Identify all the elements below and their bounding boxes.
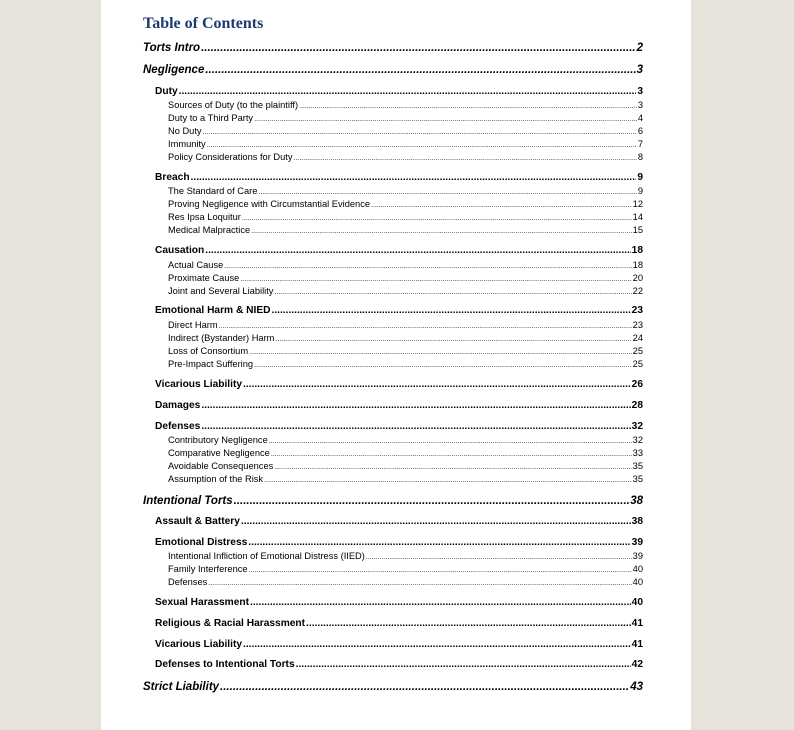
toc-entry-label: Assumption of the Risk bbox=[168, 474, 264, 484]
toc-entry-label: Vicarious Liability bbox=[155, 639, 243, 650]
toc-title: Table of Contents bbox=[143, 15, 264, 32]
toc-entry[interactable] bbox=[155, 400, 643, 411]
toc-entry[interactable] bbox=[168, 260, 643, 270]
toc-entry[interactable] bbox=[155, 516, 643, 527]
toc-leader-dots bbox=[241, 516, 631, 527]
toc-entry-label: No Duty bbox=[168, 126, 202, 136]
toc-entry-page: 9 bbox=[637, 172, 643, 183]
toc-entry-page: 6 bbox=[637, 126, 643, 136]
toc-entry-page: 40 bbox=[632, 564, 643, 574]
toc-entry-page: 28 bbox=[631, 400, 643, 411]
toc-entry[interactable] bbox=[168, 333, 643, 343]
toc-entry-page: 41 bbox=[631, 639, 643, 650]
toc-entry[interactable] bbox=[155, 379, 643, 390]
toc-entry-page: 20 bbox=[632, 273, 643, 283]
toc-entry-page: 14 bbox=[632, 212, 643, 222]
toc-entry-label: Causation bbox=[155, 245, 205, 256]
toc-entry-page: 15 bbox=[632, 225, 643, 235]
toc-entry-page: 25 bbox=[632, 346, 643, 356]
toc-leader-dots bbox=[251, 228, 632, 235]
toc-entry-label: Proximate Cause bbox=[168, 273, 240, 283]
toc-entry-label: Avoidable Consequences bbox=[168, 461, 274, 471]
toc-leader-dots bbox=[207, 142, 637, 149]
toc-entry-label: The Standard of Care bbox=[168, 186, 258, 196]
toc-entry-page: 9 bbox=[637, 186, 643, 196]
toc-entry[interactable] bbox=[155, 659, 643, 670]
toc-entry[interactable] bbox=[168, 126, 643, 136]
toc-entry[interactable] bbox=[168, 186, 643, 196]
toc-entry-label: Medical Malpractice bbox=[168, 225, 251, 235]
toc-leader-dots bbox=[249, 349, 632, 356]
toc-leader-dots bbox=[248, 537, 630, 548]
toc-entry-page: 40 bbox=[631, 597, 643, 608]
toc-entry-page: 42 bbox=[631, 659, 643, 670]
toc-entry-page: 4 bbox=[637, 113, 643, 123]
toc-entry[interactable] bbox=[168, 564, 643, 574]
toc-entry-page: 2 bbox=[636, 42, 643, 54]
toc-entry-label: Defenses bbox=[155, 421, 201, 432]
toc-entry-label: Vicarious Liability bbox=[155, 379, 243, 390]
toc-entry[interactable] bbox=[155, 597, 643, 608]
toc-entry-page: 23 bbox=[631, 305, 643, 316]
toc-leader-dots bbox=[269, 438, 632, 445]
toc-entry[interactable] bbox=[168, 139, 643, 149]
toc-entry-label: Duty to a Third Party bbox=[168, 113, 254, 123]
toc-entry-page: 35 bbox=[632, 474, 643, 484]
toc-entry[interactable] bbox=[168, 113, 643, 123]
toc-entry[interactable] bbox=[168, 152, 643, 162]
toc-leader-dots bbox=[275, 336, 631, 343]
toc-entry-label: Proving Negligence with Circumstantial Evidence bbox=[168, 199, 371, 209]
toc-entry-page: 40 bbox=[632, 577, 643, 587]
toc-entry-label: Breach bbox=[155, 172, 190, 183]
toc-leader-dots bbox=[208, 580, 631, 587]
toc-leader-dots bbox=[205, 64, 635, 76]
toc-entry[interactable] bbox=[155, 618, 643, 629]
toc-entry-label: Pre-Impact Suffering bbox=[168, 359, 254, 369]
toc-entry-page: 38 bbox=[631, 516, 643, 527]
toc-entry[interactable] bbox=[168, 435, 643, 445]
toc-entry-page: 32 bbox=[632, 435, 643, 445]
toc-entry-label: Religious & Racial Harassment bbox=[155, 618, 306, 629]
toc-leader-dots bbox=[243, 379, 631, 390]
toc-leader-dots bbox=[258, 189, 636, 196]
toc-entry-label: Intentional Infliction of Emotional Distress (IIED) bbox=[168, 551, 365, 561]
toc-entry-label: Assault & Battery bbox=[155, 516, 240, 527]
toc-leader-dots bbox=[274, 289, 631, 296]
toc-leader-dots bbox=[243, 639, 631, 650]
toc-entry-label: Comparative Negligence bbox=[168, 448, 270, 458]
toc-leader-dots bbox=[205, 245, 630, 256]
toc-leader-dots bbox=[294, 155, 637, 162]
toc-entry[interactable] bbox=[168, 551, 643, 561]
toc-entry[interactable] bbox=[155, 172, 643, 183]
toc-entry-label: Emotional Harm & NIED bbox=[155, 305, 271, 316]
toc-entry-label: Negligence bbox=[143, 64, 205, 76]
toc-leader-dots bbox=[264, 477, 632, 484]
toc-leader-dots bbox=[191, 172, 637, 183]
toc-leader-dots bbox=[274, 464, 631, 471]
toc-entry[interactable] bbox=[168, 359, 643, 369]
toc-entry[interactable] bbox=[155, 86, 643, 97]
toc-leader-dots bbox=[201, 400, 630, 411]
toc-entry[interactable] bbox=[143, 64, 643, 76]
document-page bbox=[101, 0, 691, 730]
toc-entry[interactable] bbox=[168, 474, 643, 484]
toc-entry[interactable] bbox=[168, 320, 643, 330]
toc-entry-label: Direct Harm bbox=[168, 320, 218, 330]
toc-entry-label: Loss of Consortium bbox=[168, 346, 249, 356]
toc-leader-dots bbox=[240, 276, 631, 283]
toc-leader-dots bbox=[201, 421, 630, 432]
toc-entry-page: 3 bbox=[637, 100, 643, 110]
toc-entry[interactable] bbox=[168, 286, 643, 296]
toc-entry-page: 24 bbox=[632, 333, 643, 343]
toc-entry[interactable] bbox=[168, 448, 643, 458]
toc-leader-dots bbox=[250, 597, 631, 608]
toc-entry[interactable] bbox=[143, 681, 643, 693]
toc-entry[interactable] bbox=[168, 100, 643, 110]
toc-entry[interactable] bbox=[168, 273, 643, 283]
toc-entry-label: Sources of Duty (to the plaintiff) bbox=[168, 100, 299, 110]
toc-entry[interactable] bbox=[143, 495, 643, 507]
toc-leader-dots bbox=[179, 86, 637, 97]
toc-leader-dots bbox=[254, 116, 637, 123]
toc-entry-label: Immunity bbox=[168, 139, 206, 149]
toc-entry-label: Torts Intro bbox=[143, 42, 201, 54]
toc-entry[interactable] bbox=[143, 42, 643, 54]
toc-entry-page: 8 bbox=[637, 152, 643, 162]
toc-leader-dots bbox=[296, 659, 631, 670]
toc-entry-label: Defenses bbox=[168, 577, 208, 587]
toc-entry-page: 3 bbox=[637, 86, 643, 97]
toc-entry[interactable] bbox=[155, 421, 643, 432]
toc-entry-label: Indirect (Bystander) Harm bbox=[168, 333, 275, 343]
toc-leader-dots bbox=[219, 323, 632, 330]
toc-entry[interactable] bbox=[168, 212, 643, 222]
toc-leader-dots bbox=[201, 42, 636, 54]
toc-leader-dots bbox=[306, 618, 631, 629]
toc-entry-page: 32 bbox=[631, 421, 643, 432]
toc-entry-label: Policy Considerations for Duty bbox=[168, 152, 293, 162]
toc-leader-dots bbox=[203, 129, 637, 136]
toc-entry[interactable] bbox=[168, 199, 643, 209]
toc-entry-page: 43 bbox=[630, 681, 643, 693]
toc-entry[interactable] bbox=[168, 225, 643, 235]
toc-leader-dots bbox=[242, 215, 632, 222]
toc-entry-page: 33 bbox=[632, 448, 643, 458]
toc-leader-dots bbox=[299, 103, 637, 110]
toc-entry-page: 25 bbox=[632, 359, 643, 369]
toc-leader-dots bbox=[234, 495, 630, 507]
toc-entry-page: 41 bbox=[631, 618, 643, 629]
toc-entry-page: 18 bbox=[632, 260, 643, 270]
toc-entry-label: Family Interference bbox=[168, 564, 248, 574]
toc-entry[interactable] bbox=[155, 305, 643, 316]
toc-entry-page: 3 bbox=[636, 64, 643, 76]
toc-entry[interactable] bbox=[155, 639, 643, 650]
toc-entry-label: Res Ipsa Loquitur bbox=[168, 212, 241, 222]
toc-entry-page: 12 bbox=[632, 199, 643, 209]
toc-entry[interactable] bbox=[168, 346, 643, 356]
toc-leader-dots bbox=[371, 202, 632, 209]
toc-entry[interactable] bbox=[155, 245, 643, 256]
toc-leader-dots bbox=[224, 263, 631, 270]
toc-entry-label: Joint and Several Liability bbox=[168, 286, 274, 296]
toc-entry-page: 26 bbox=[631, 379, 643, 390]
toc-leader-dots bbox=[220, 681, 629, 693]
toc-entry-label: Duty bbox=[155, 86, 178, 97]
toc-entry-page: 35 bbox=[632, 461, 643, 471]
toc-leader-dots bbox=[249, 567, 632, 574]
toc-entry-page: 23 bbox=[632, 320, 643, 330]
toc-entry-page: 22 bbox=[632, 286, 643, 296]
toc-entry[interactable] bbox=[155, 537, 643, 548]
toc-entry[interactable] bbox=[168, 461, 643, 471]
toc-leader-dots bbox=[271, 451, 632, 458]
toc-entry-page: 39 bbox=[632, 551, 643, 561]
toc-entry-label: Actual Cause bbox=[168, 260, 224, 270]
toc-entry[interactable] bbox=[168, 577, 643, 587]
toc-entry-label: Sexual Harassment bbox=[155, 597, 250, 608]
toc-entry-label: Strict Liability bbox=[143, 681, 220, 693]
toc-entry-label: Damages bbox=[155, 400, 201, 411]
toc-entry-label: Defenses to Intentional Torts bbox=[155, 659, 295, 670]
toc-entry-label: Contributory Negligence bbox=[168, 435, 268, 445]
toc-entry-label: Emotional Distress bbox=[155, 537, 248, 548]
toc-entry-label: Intentional Torts bbox=[143, 495, 233, 507]
toc-entry-page: 39 bbox=[631, 537, 643, 548]
toc-leader-dots bbox=[254, 362, 632, 369]
toc-entry-page: 18 bbox=[631, 245, 643, 256]
toc-leader-dots bbox=[366, 554, 632, 561]
toc-entry-page: 38 bbox=[630, 495, 643, 507]
toc-leader-dots bbox=[271, 305, 630, 316]
toc-entry-page: 7 bbox=[637, 139, 643, 149]
